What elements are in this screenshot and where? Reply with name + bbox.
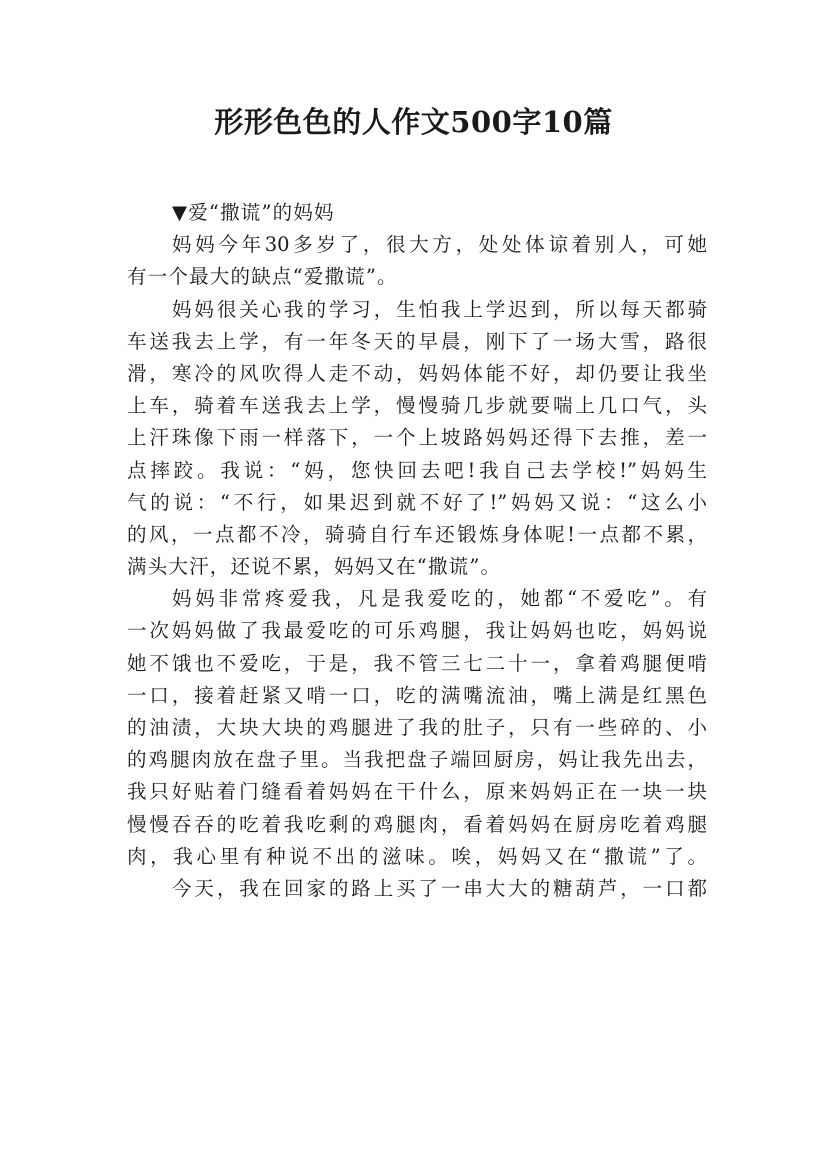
paragraph-line: 一口，接着赶紧又啃一口，吃的满嘴流油，嘴上满是红黑色 [127,683,707,707]
paragraph-line: 点摔跤。我说：“妈，您快回去吧!我自己去学校!”妈妈生 [127,458,707,482]
paragraph-line: 车送我去上学，有一年冬天的早晨，刚下了一场大雪，路很 [127,329,707,353]
paragraph-line: 上汗珠像下雨一样落下，一个上坡路妈妈还得下去推，差一 [127,426,707,450]
paragraph-line: 满头大汗，还说不累，妈妈又在“撒谎”。 [127,555,502,579]
paragraph-line: 上车，骑着车送我去上学，慢慢骑几步就要喘上几口气，头 [127,394,707,418]
paragraph-line: 妈妈很关心我的学习，生怕我上学迟到，所以每天都骑 [172,297,707,321]
paragraph-line: 她不饿也不爱吃，于是，我不管三七二十一，拿着鸡腿便啃 [127,651,707,675]
paragraph-line: 肉，我心里有种说不出的滋味。唉，妈妈又在“撒谎”了。 [127,844,707,868]
section-heading: ▼爱“撒谎”的妈妈 [172,201,335,224]
paragraph-line: 妈妈今年30多岁了，很大方，处处体谅着别人，可她 [172,233,707,257]
paragraph-line: 慢慢吞吞的吃着我吃剩的鸡腿肉，看着妈妈在厨房吃着鸡腿 [127,812,707,836]
paragraph-line: 一次妈妈做了我最爱吃的可乐鸡腿，我让妈妈也吃，妈妈说 [127,619,707,643]
paragraph-line: 今天，我在回家的路上买了一串大大的糖葫芦，一口都 [172,876,707,900]
document-title: 形形色色的人作文500字10篇 [214,105,613,139]
paragraph-line: 的鸡腿肉放在盘子里。当我把盘子端回厨房，妈让我先出去， [127,748,707,772]
paragraph-line: 我只好贴着门缝看着妈妈在干什么，原来妈妈正在一块一块 [127,780,707,804]
paragraph-line: 滑，寒冷的风吹得人走不动，妈妈体能不好，却仍要让我坐 [127,361,707,385]
paragraph-line: 的风，一点都不冷，骑骑自行车还锻炼身体呢!一点都不累， [127,522,707,546]
paragraph-line: 有一个最大的缺点“爱撒谎”。 [127,265,398,289]
document-body [127,197,707,905]
paragraph-line: 的油渍，大块大块的鸡腿进了我的肚子，只有一些碎的、小 [127,716,707,739]
paragraph-line: 妈妈非常疼爱我，凡是我爱吃的，她都“不爱吃”。有 [172,587,707,611]
paragraph-line: 气的说：“不行，如果迟到就不好了!”妈妈又说：“这么小 [127,490,707,514]
